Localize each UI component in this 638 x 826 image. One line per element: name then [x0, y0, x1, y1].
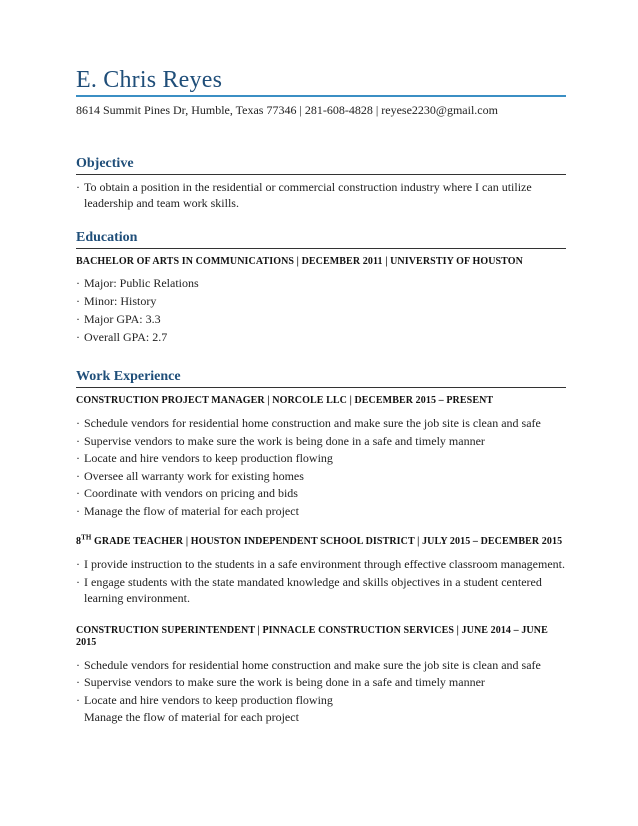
bullet-icon: ·	[76, 451, 80, 465]
bullet-icon: ·	[76, 468, 80, 483]
bullet-icon: ·	[76, 276, 80, 290]
list-item: · Supervise vendors to make sure the work is being done in a safe and timely manner	[76, 433, 485, 448]
job-duties-list	[76, 657, 566, 708]
bullet-icon: ·	[76, 675, 80, 689]
list-item: · Coordinate with vendors on pricing and bids	[76, 486, 298, 500]
list-item: · Manage the flow of material for each project	[76, 503, 299, 518]
education-list	[76, 275, 566, 345]
section-divider	[76, 174, 566, 175]
bullet-icon: ·	[76, 416, 80, 430]
list-item: · Schedule vendors for residential home construction and make sure the job site is clean and safe	[76, 416, 541, 430]
list-item: · I engage students with the state mandated knowledge and skills objectives in a student centered learning environment.	[76, 574, 542, 605]
list-item: · Locate and hire vendors to keep production flowing	[76, 692, 333, 707]
contact-line: 8614 Summit Pines Dr, Humble, Texas 77346 | 281-608-4828 | reyese2230@gmail.com	[76, 103, 498, 117]
list-item: · Schedule vendors for residential home construction and make sure the job site is clean and safe	[76, 657, 541, 672]
objective-section	[76, 155, 566, 211]
section-title-objective: Objective	[76, 156, 134, 171]
candidate-name: E. Chris Reyes	[76, 67, 223, 93]
objective-list	[76, 179, 566, 211]
bullet-icon: ·	[76, 294, 80, 308]
section-title-education: Education	[76, 230, 138, 245]
bullet-icon: ·	[76, 556, 80, 571]
list-item: · I provide instruction to the students in a safe environment through effective classroom management.	[76, 556, 565, 571]
resume-header	[76, 66, 566, 118]
bullet-icon: ·	[76, 433, 80, 448]
list-item: · Locate and hire vendors to keep production flowing	[76, 451, 333, 465]
job-heading: 8TH GRADE TEACHER | HOUSTON INDEPENDENT SCHOOL DISTRICT | JULY 2015 – DECEMBER 2015	[76, 533, 563, 547]
list-item: · Major: Public Relations	[76, 276, 199, 290]
section-divider	[76, 248, 566, 249]
name-divider	[76, 95, 566, 97]
bullet-icon: ·	[76, 503, 80, 518]
list-item: · Supervise vendors to make sure the work is being done in a safe and timely manner	[76, 675, 485, 689]
job-heading: CONSTRUCTION PROJECT MANAGER | NORCOLE LLC | DECEMBER 2015 – PRESENT	[76, 395, 494, 406]
degree-heading: BACHELOR OF ARTS IN COMMUNICATIONS | DECEMBER 2011 | UNIVERSTIY OF HOUSTON	[76, 256, 523, 267]
list-item: · Minor: History	[76, 294, 157, 308]
bullet-icon: ·	[76, 692, 80, 707]
list-item: · Overall GPA: 2.7	[76, 330, 168, 344]
bullet-icon: ·	[76, 180, 80, 194]
trailing-duty-line: Manage the flow of material for each project	[84, 710, 299, 724]
bullet-icon: ·	[76, 574, 80, 589]
resume-page	[76, 66, 566, 725]
bullet-icon: ·	[76, 330, 80, 344]
bullet-icon: ·	[76, 312, 80, 326]
work-section	[76, 368, 566, 725]
education-section	[76, 229, 566, 345]
section-divider	[76, 387, 566, 388]
list-item: · Major GPA: 3.3	[76, 312, 161, 326]
section-title-work: Work Experience	[76, 369, 181, 384]
bullet-icon: ·	[76, 486, 80, 500]
bullet-icon: ·	[76, 657, 80, 672]
list-item: · Oversee all warranty work for existing homes	[76, 468, 304, 483]
job-heading: CONSTRUCTION SUPERINTENDENT | PINNACLE CONSTRUCTION SERVICES | JUNE 2014 – JUNE 2015	[76, 624, 548, 648]
job-duties-list	[76, 556, 566, 606]
list-item: · To obtain a position in the residential or commercial construction industry where I can utilize leadership and team work skills.	[76, 180, 532, 210]
job-duties-list	[76, 415, 566, 519]
